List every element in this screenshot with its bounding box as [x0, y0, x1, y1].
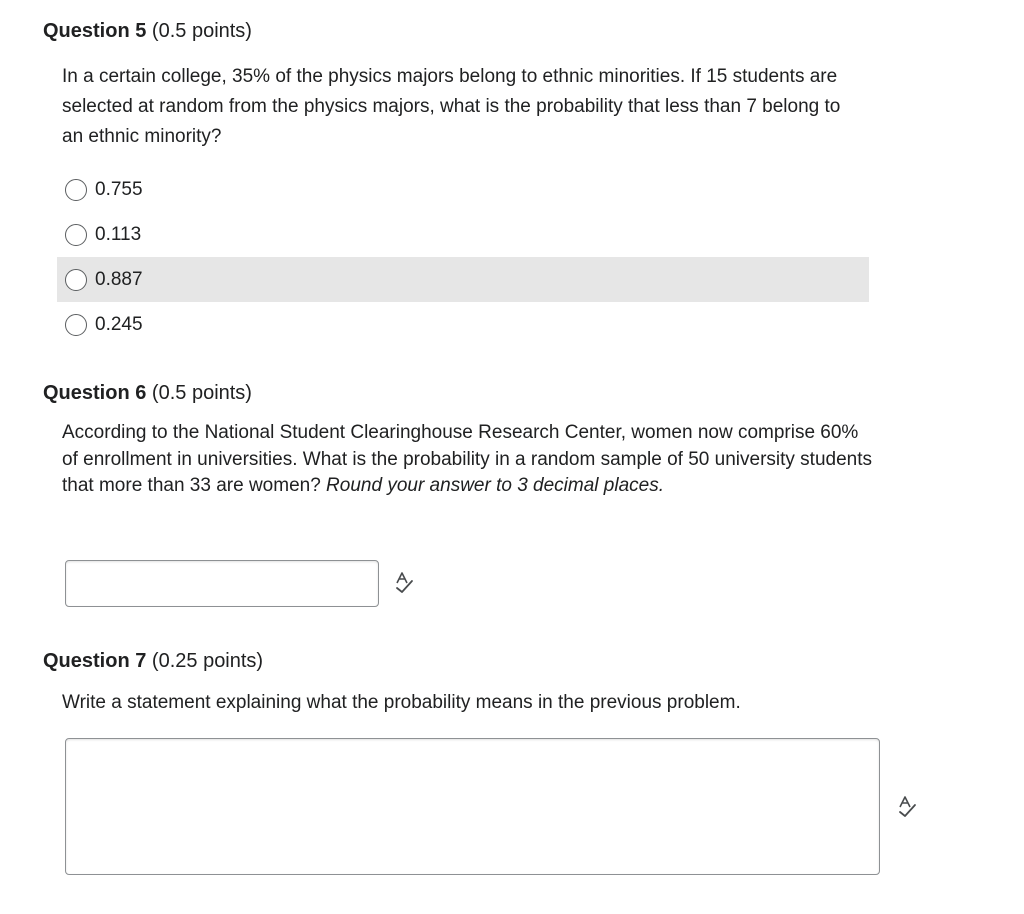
question-label: Question 6	[43, 382, 147, 404]
choice-option[interactable]	[57, 257, 869, 302]
choice-option[interactable]	[57, 302, 869, 347]
choice-label: 0.755	[95, 178, 143, 200]
question-5-choices	[57, 167, 869, 347]
spellcheck-icon[interactable]	[394, 572, 414, 594]
question-6-text	[62, 420, 877, 500]
question-points: (0.5 points)	[151, 382, 252, 404]
question-points: (0.5 points)	[151, 20, 252, 42]
question-label: Question 7	[43, 650, 147, 672]
radio-button-icon[interactable]	[65, 269, 87, 291]
question-7-text: Write a statement explaining what the probability means in the previous problem.	[62, 692, 741, 713]
choice-label: 0.887	[95, 268, 143, 290]
question-6-instruction: Round your answer to 3 decimal places.	[326, 475, 665, 496]
question-label: Question 5	[43, 20, 147, 42]
radio-button-icon[interactable]	[65, 314, 87, 336]
spellcheck-icon[interactable]	[897, 796, 917, 818]
radio-button-icon[interactable]	[65, 224, 87, 246]
question-points: (0.25 points)	[151, 650, 264, 672]
question-7-heading	[43, 649, 263, 673]
choice-option[interactable]	[57, 212, 869, 257]
choice-label: 0.113	[95, 223, 142, 245]
radio-button-icon[interactable]	[65, 179, 87, 201]
question-5-heading	[43, 19, 252, 43]
question-6-heading	[43, 381, 252, 405]
question-7-answer-textarea[interactable]	[65, 738, 880, 875]
question-6-answer-input[interactable]	[65, 560, 379, 607]
choice-option[interactable]	[57, 167, 869, 212]
choice-label: 0.245	[95, 313, 143, 335]
question-6-prompt: According to the National Student Clearinghouse Research Center, women now comprise 60% of enrollment in universities. What is the probability in a random sample of 50 university students that more than 33 are women?	[62, 422, 873, 496]
question-5-text: In a certain college, 35% of the physics majors belong to ethnic minorities. If 15 students are selected at random from the physics majors, what is the probability that less than 7 belong to an ethnic minority?	[62, 66, 841, 147]
